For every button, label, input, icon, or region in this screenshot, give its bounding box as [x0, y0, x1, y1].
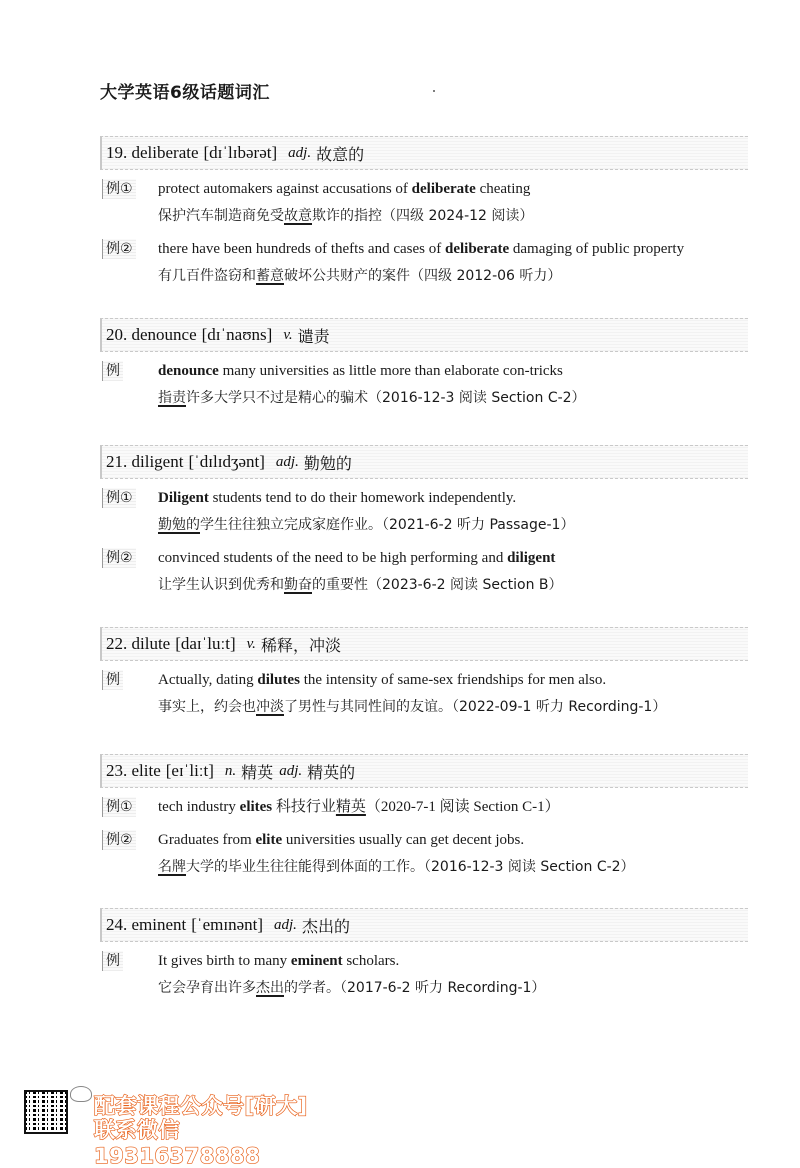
text-run: 许多大学只不过是精心的骗术（2016-12-3 阅读 Section C-2）	[186, 390, 586, 406]
vocab-entry	[100, 754, 748, 881]
example-chinese	[100, 203, 748, 230]
text-run: 保护汽车制造商免受	[158, 208, 284, 224]
text-run: 的学者。（2017-6-2 听力 Recording-1）	[284, 980, 546, 996]
headword: 19. deliberate	[106, 143, 199, 162]
headword: 24. eminent	[106, 915, 187, 934]
phonetic: [eɪˈliːt]	[165, 761, 214, 780]
example-tag: 例①	[102, 179, 136, 199]
example	[100, 667, 748, 721]
example-chinese	[100, 572, 748, 599]
keyword-highlight: eminent	[290, 953, 343, 969]
watermark-line-1: 配套课程公众号[研大]	[94, 1094, 308, 1118]
vocab-entry	[100, 136, 748, 290]
phonetic: [dɪˈnaʊns]	[201, 325, 273, 344]
text-run: 让学生认识到优秀和	[158, 577, 284, 593]
text-run: 科技行业	[272, 799, 336, 815]
text-run: damaging of public property	[509, 241, 685, 257]
text-run: convinced students of the need to be high performing and	[158, 550, 508, 566]
example-tag: 例	[102, 361, 123, 381]
translation-highlight: 蓄意	[256, 268, 284, 284]
watermark-logo-icon	[70, 1086, 92, 1102]
example-chinese	[100, 263, 748, 290]
translation-highlight: 指责	[158, 390, 186, 406]
translation-highlight: 名牌	[158, 859, 186, 875]
example	[100, 176, 748, 230]
example-english	[100, 827, 748, 854]
text-run: 破坏公共财产的案件（四级 2012-06 听力）	[284, 268, 562, 284]
text-run: 它会孕育出许多	[158, 980, 256, 996]
qr-code-frame	[24, 1090, 68, 1134]
text-run: cheating	[475, 181, 531, 197]
text-run: It gives birth to many	[158, 953, 291, 969]
keyword-highlight: Diligent	[158, 490, 209, 506]
example-tag: 例①	[102, 488, 136, 508]
text-run: Graduates from	[158, 832, 256, 848]
keyword-highlight: elites	[239, 799, 273, 815]
text-run: Actually, dating	[158, 672, 258, 688]
example	[100, 485, 748, 539]
part-of-speech: adj.	[288, 144, 312, 161]
translation-highlight: 故意	[284, 208, 312, 224]
translation-highlight: 杰出	[256, 980, 284, 996]
text-run: many universities as little more than elaborate con-tricks	[218, 363, 563, 379]
example	[100, 794, 748, 821]
vocab-entry	[100, 627, 748, 721]
page-header-title: 大学英语6级话题词汇	[100, 83, 270, 103]
headword: 22. dilute	[106, 634, 171, 653]
example-tag: 例①	[102, 797, 136, 817]
part-of-speech: v.	[246, 635, 256, 652]
example-tag: 例②	[102, 830, 136, 850]
example-english	[100, 948, 748, 975]
text-run: students tend to do their homework independently.	[208, 490, 517, 506]
definition: 稀释，冲淡	[260, 635, 341, 655]
text-run: 欺诈的指控（四级 2024-12 阅读）	[312, 208, 534, 224]
watermark-line-2: 联系微信19316378888	[94, 1118, 261, 1168]
example-chinese	[100, 512, 748, 539]
definition-2: 精英的	[307, 762, 356, 782]
part-of-speech-2: adj.	[279, 762, 303, 779]
keyword-highlight: elite	[255, 832, 283, 848]
example-tag: 例②	[102, 239, 136, 259]
example	[100, 948, 748, 1002]
phonetic: [ˈemɪnənt]	[191, 915, 264, 934]
definition: 精英	[241, 762, 274, 782]
headword: 20. denounce	[106, 325, 197, 344]
example-english	[100, 358, 748, 385]
vocab-entry	[100, 908, 748, 1002]
text-run: 了男性与其同性间的友谊。（2022-09-1 听力 Recording-1）	[284, 699, 667, 715]
part-of-speech: v.	[283, 326, 293, 343]
translation-highlight: 冲淡	[256, 699, 284, 715]
phonetic: [dɪˈlɪbərət]	[203, 143, 278, 162]
example-english	[100, 236, 748, 263]
text-run: 事实上，约会也	[158, 699, 256, 715]
keyword-highlight: deliberate	[411, 181, 476, 197]
text-run: tech industry	[158, 799, 240, 815]
part-of-speech: n.	[224, 762, 237, 779]
example-english	[100, 794, 748, 821]
definition: 谴责	[297, 326, 330, 346]
definition: 故意的	[316, 144, 365, 164]
part-of-speech: adj.	[274, 916, 297, 933]
vocab-entry	[100, 318, 748, 412]
example-chinese	[100, 854, 748, 881]
example-tag: 例	[102, 951, 123, 971]
text-run: scholars.	[342, 953, 400, 969]
phonetic: [ˈdɪlɪdʒənt]	[188, 452, 265, 471]
entry-heading	[100, 908, 748, 942]
vocab-entry	[100, 445, 748, 599]
text-run: the intensity of same-sex friendships for men also.	[299, 672, 607, 688]
example-english	[100, 667, 748, 694]
headword: 21. diligent	[106, 452, 184, 471]
entry-heading	[100, 445, 748, 479]
example	[100, 545, 748, 599]
entry-heading	[100, 318, 748, 352]
scan-speck	[433, 90, 435, 92]
translation-highlight: 勤勉的	[158, 517, 200, 533]
example-english	[100, 485, 748, 512]
example	[100, 236, 748, 290]
example-chinese	[100, 975, 748, 1002]
keyword-highlight: diligent	[507, 550, 556, 566]
example-tag: 例②	[102, 548, 136, 568]
definition: 勤勉的	[303, 453, 352, 473]
example	[100, 358, 748, 412]
example-english	[100, 545, 748, 572]
translation-highlight: 精英	[335, 799, 366, 815]
watermark-footer	[24, 1086, 324, 1168]
text-run: there have been hundreds of thefts and cases of	[158, 241, 445, 257]
example-chinese	[100, 694, 748, 721]
text-run: （2020-7-1 阅读 Section C-1）	[365, 799, 560, 815]
entry-heading	[100, 136, 748, 170]
text-run: 的重要性（2023-6-2 阅读 Section B）	[312, 577, 563, 593]
phonetic: [daɪˈluːt]	[175, 634, 236, 653]
headword: 23. elite	[106, 761, 161, 780]
part-of-speech: adj.	[275, 453, 299, 470]
example	[100, 827, 748, 881]
example-chinese	[100, 385, 748, 412]
entry-heading	[100, 754, 748, 788]
text-run: 学生往往独立完成家庭作业。（2021-6-2 听力 Passage-1）	[200, 517, 575, 533]
entry-heading	[100, 627, 748, 661]
text-run: 大学的毕业生往往能得到体面的工作。（2016-12-3 阅读 Section C-2）	[186, 859, 635, 875]
translation-highlight: 勤奋	[284, 577, 312, 593]
keyword-highlight: dilutes	[257, 672, 300, 688]
example-tag: 例	[102, 670, 123, 690]
text-run: 有几百件盗窃和	[158, 268, 256, 284]
text-run: protect automakers against accusations of	[158, 181, 412, 197]
definition: 杰出的	[301, 916, 350, 936]
keyword-highlight: deliberate	[444, 241, 510, 257]
keyword-highlight: denounce	[158, 363, 219, 379]
text-run: universities usually can get decent jobs.	[282, 832, 525, 848]
example-english	[100, 176, 748, 203]
